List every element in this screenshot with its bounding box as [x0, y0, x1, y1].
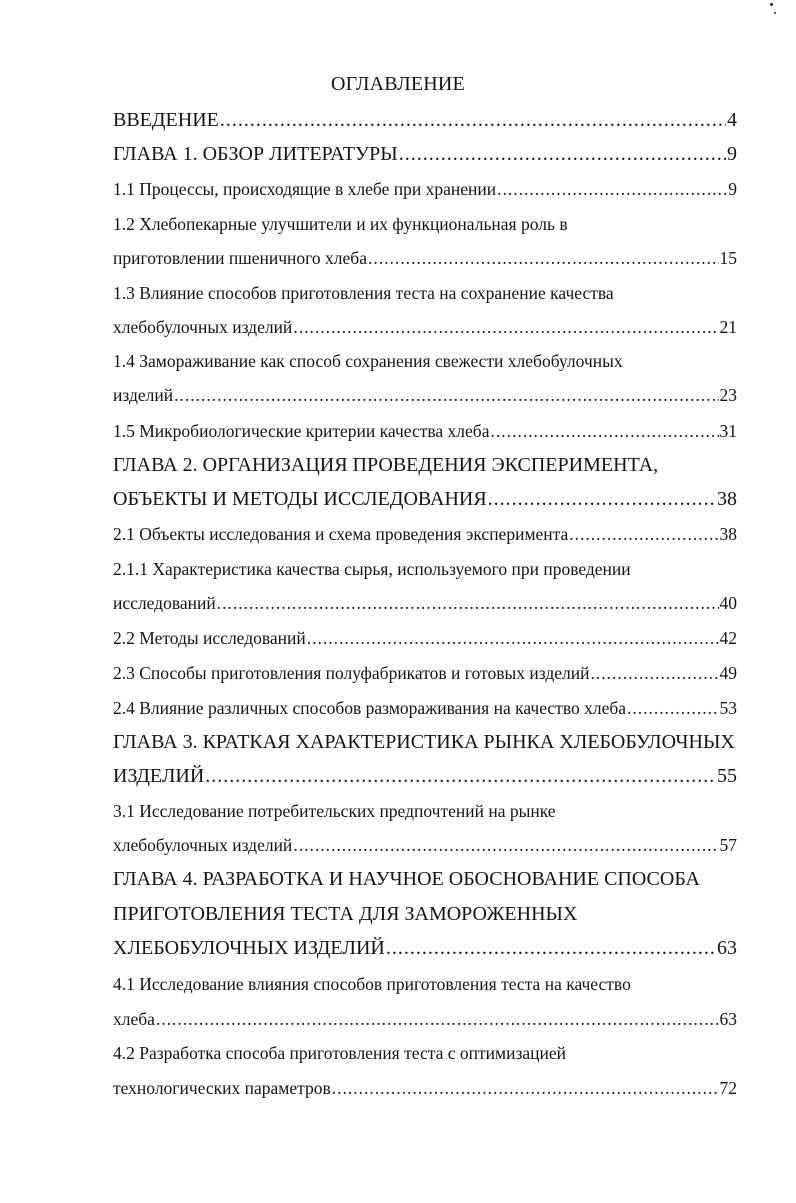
toc-leader-dots: [332, 1077, 719, 1099]
toc-entry-page: 38: [717, 488, 737, 510]
toc-leader-dots: [386, 936, 716, 960]
toc-leader-dots: [569, 523, 718, 545]
toc-entry-chapter-4-lead-2: ПРИГОТОВЛЕНИЯ ТЕСТА ДЛЯ ЗАМОРОЖЕННЫХ: [113, 903, 578, 925]
toc-entry-text: ВВЕДЕНИЕ: [113, 109, 219, 131]
toc-leader-dots: [627, 697, 718, 719]
toc-entry-1-4-lead: 1.4 Замораживание как способ сохранения свежести хлебобулочных: [113, 351, 623, 371]
toc-entry-page: 40: [719, 593, 737, 613]
toc-leader-dots: [307, 627, 719, 649]
toc-entry-text: исследований: [113, 593, 216, 613]
toc-entry-4-2-lead: 4.2 Разработка способа приготовления теста с оптимизацией: [113, 1043, 566, 1063]
toc-entry-page: 53: [719, 698, 737, 718]
toc-entry-2-4: [113, 697, 737, 719]
toc-entry-page: 63: [717, 937, 737, 959]
toc-entry-page: 49: [719, 663, 737, 683]
toc-leader-dots: [174, 384, 718, 406]
toc-entry-1-2-lead: 1.2 Хлебопекарные улучшители и их функциональная роль в: [113, 214, 568, 234]
toc-entry-text: ХЛЕБОБУЛОЧНЫХ ИЗДЕЛИЙ: [113, 937, 385, 959]
toc-entry-text: технологических параметров: [113, 1078, 331, 1098]
toc-entry-2-1: [113, 523, 737, 545]
toc-entry-4-2: [113, 1077, 737, 1099]
toc-entry-text: 1.1 Процессы, происходящие в хлебе при хранении: [113, 179, 497, 199]
toc-leader-dots: [217, 592, 719, 614]
toc-entry-page: 21: [719, 317, 737, 337]
toc-entry-text: 2.2 Методы исследований: [113, 628, 306, 648]
toc-entry-1-1: [113, 178, 737, 200]
toc-entry-2-1-1-lead: 2.1.1 Характеристика качества сырья, используемого при проведении: [113, 559, 631, 579]
toc-entry-chapter-4-lead: ГЛАВА 4. РАЗРАБОТКА И НАУЧНОЕ ОБОСНОВАНИЕ СПОСОБА: [113, 868, 701, 890]
toc-entry-page: 42: [719, 628, 737, 648]
toc-leader-dots: [220, 108, 726, 132]
toc-leader-dots: [205, 764, 716, 788]
toc-entry-1-3: [113, 316, 737, 338]
toc-title: ОГЛАВЛЕНИЕ: [331, 73, 465, 95]
toc-entry-4-1: [113, 1008, 737, 1030]
toc-entry-1-4: [113, 384, 737, 406]
toc-entry-text: 2.1 Объекты исследования и схема проведения эксперимента: [113, 524, 569, 544]
scan-speck: [770, 3, 773, 6]
toc-leader-dots: [293, 316, 718, 338]
toc-leader-dots: [490, 420, 718, 442]
toc-entry-page: 4: [727, 109, 737, 131]
toc-entry-3-1: [113, 834, 737, 856]
toc-entry-1-5: [113, 420, 737, 442]
toc-entry-3-1-lead: 3.1 Исследование потребительских предпочтений на рынке: [113, 801, 556, 821]
toc-entry-page: 31: [719, 421, 737, 441]
toc-entry-2-3: [113, 662, 737, 684]
toc-leader-dots: [399, 142, 726, 166]
scan-speck: [774, 12, 776, 14]
toc-entry-chapter-3-lead: ГЛАВА 3. КРАТКАЯ ХАРАКТЕРИСТИКА РЫНКА ХЛЕБОБУЛОЧНЫХ: [113, 731, 735, 753]
toc-entry-1-2: [113, 247, 737, 269]
toc-entry-page: 57: [719, 835, 737, 855]
toc-entry-page: 63: [719, 1009, 737, 1029]
toc-leader-dots: [156, 1008, 719, 1030]
toc-entry-page: 9: [727, 143, 737, 165]
toc-leader-dots: [293, 834, 718, 856]
toc-entry-page: 72: [719, 1078, 737, 1098]
toc-entry-chapter-2-lead: ГЛАВА 2. ОРГАНИЗАЦИЯ ПРОВЕДЕНИЯ ЭКСПЕРИМЕНТА,: [113, 454, 659, 476]
toc-entry-page: 55: [717, 765, 737, 787]
toc-entry-text: изделий: [113, 385, 174, 405]
toc-leader-dots: [590, 662, 718, 684]
toc-entry-introduction: [113, 108, 737, 132]
toc-entry-2-1-1: [113, 592, 737, 614]
toc-entry-chapter-1: [113, 142, 737, 166]
toc-entry-page: 38: [719, 524, 737, 544]
toc-leader-dots: [488, 487, 716, 511]
toc-entry-2-2: [113, 627, 737, 649]
toc-entry-text: приготовлении пшеничного хлеба: [113, 248, 367, 268]
toc-entry-1-3-lead: 1.3 Влияние способов приготовления теста на сохранение качества: [113, 283, 614, 303]
toc-entry-text: ГЛАВА 1. ОБЗОР ЛИТЕРАТУРЫ: [113, 143, 398, 165]
toc-entry-4-1-lead: 4.1 Исследование влияния способов приготовления теста на качество: [113, 974, 631, 994]
toc-entry-page: 9: [728, 179, 737, 199]
toc-entry-chapter-4: [113, 936, 737, 960]
toc-entry-chapter-2: [113, 487, 737, 511]
toc-entry-text: хлеба: [113, 1009, 155, 1029]
toc-entry-text: ОБЪЕКТЫ И МЕТОДЫ ИССЛЕДОВАНИЯ: [113, 488, 487, 510]
toc-entry-chapter-3: [113, 764, 737, 788]
toc-leader-dots: [368, 247, 719, 269]
toc-entry-text: 2.4 Влияние различных способов размораживания на качество хлеба: [113, 698, 627, 718]
toc-entry-text: ИЗДЕЛИЙ: [113, 765, 205, 787]
toc-entry-text: 1.5 Микробиологические критерии качества хлеба: [113, 421, 490, 441]
toc-entry-text: 2.3 Способы приготовления полуфабрикатов и готовых изделий: [113, 663, 590, 683]
toc-entry-text: хлебобулочных изделий: [113, 835, 293, 855]
toc-leader-dots: [497, 178, 727, 200]
toc-entry-page: 23: [719, 385, 737, 405]
toc-entry-page: 15: [719, 248, 737, 268]
toc-entry-text: хлебобулочных изделий: [113, 317, 293, 337]
